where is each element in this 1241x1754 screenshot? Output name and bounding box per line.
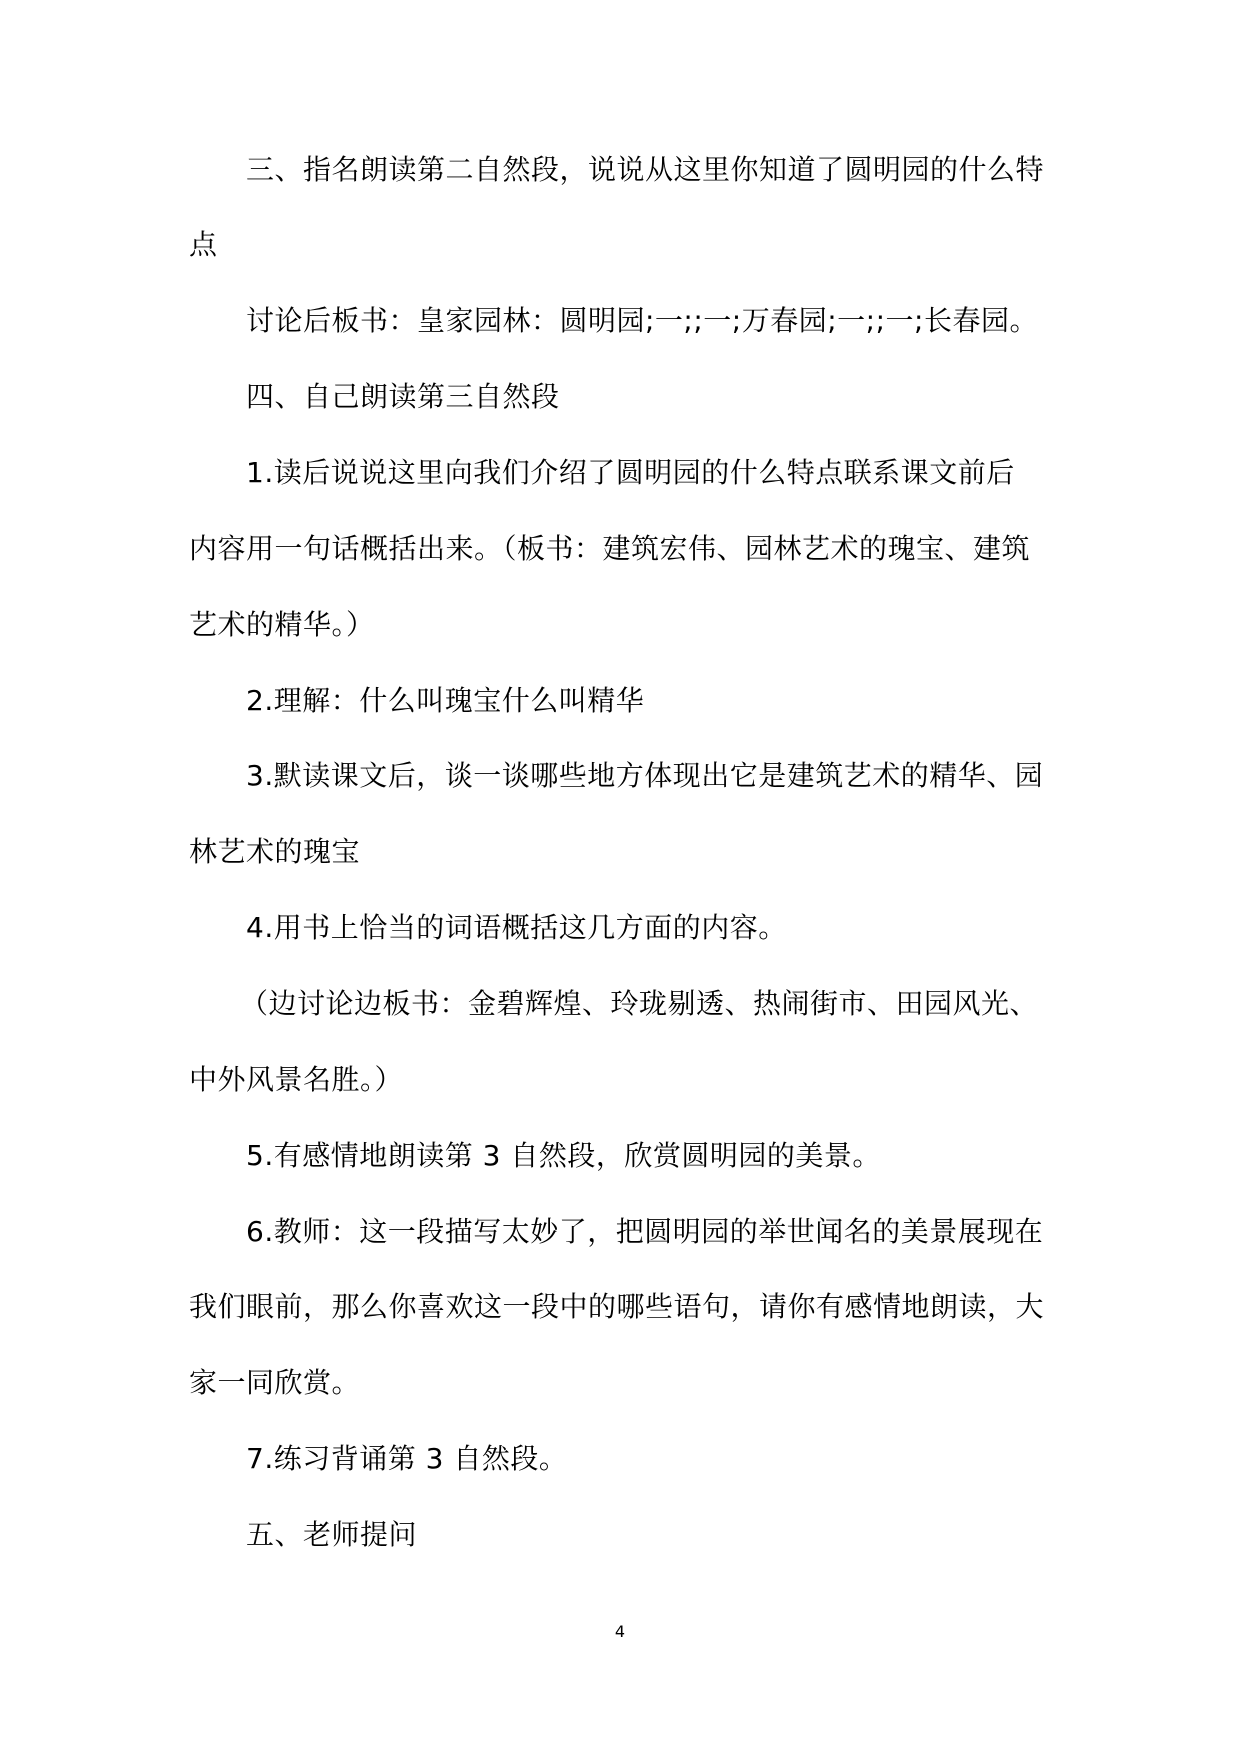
text-line: 五、老师提问 [246, 1518, 418, 1551]
text-line: 四、自己朗读第三自然段 [246, 380, 560, 413]
text-line: 6.教师：这一段描写太妙了，把圆明园的举世闻名的美景展现在 [246, 1215, 1044, 1248]
text-line: 3.默读课文后，谈一谈哪些地方体现出它是建筑艺术的精华、园 [246, 759, 1044, 792]
text-line: 内容用一句话概括出来。（板书：建筑宏伟、园林艺术的瑰宝、建筑 [189, 532, 1031, 565]
text-line: （边讨论边板书：金碧辉煌、玲珑剔透、热闹街市、田园风光、 [240, 987, 1039, 1020]
text-line: 家一同欣赏。 [189, 1366, 361, 1399]
text-line: 三、指名朗读第二自然段，说说从这里你知道了圆明园的什么特 [246, 153, 1045, 186]
text-line: 讨论后板书：皇家园林：圆明园;一;;一;万春园;一;;一;长春园。 [246, 304, 1038, 337]
text-line: 艺术的精华。） [189, 608, 375, 641]
text-line: 2.理解：什么叫瑰宝什么叫精华 [246, 684, 645, 717]
text-line: 5.有感情地朗读第 3 自然段，欣赏圆明园的美景。 [246, 1139, 881, 1172]
text-line: 我们眼前，那么你喜欢这一段中的哪些语句，请你有感情地朗读，大 [189, 1290, 1045, 1323]
text-line: 中外风景名胜。） [189, 1063, 404, 1096]
text-line: 4.用书上恰当的词语概括这几方面的内容。 [246, 911, 787, 944]
text-line: 7.练习背诵第 3 自然段。 [246, 1442, 568, 1475]
text-line: 1.读后说说这里向我们介绍了圆明园的什么特点联系课文前后 [246, 456, 1015, 489]
page-number: 4 [614, 1622, 626, 1641]
text-line: 林艺术的瑰宝 [189, 835, 361, 868]
text-line: 点 [189, 228, 218, 261]
